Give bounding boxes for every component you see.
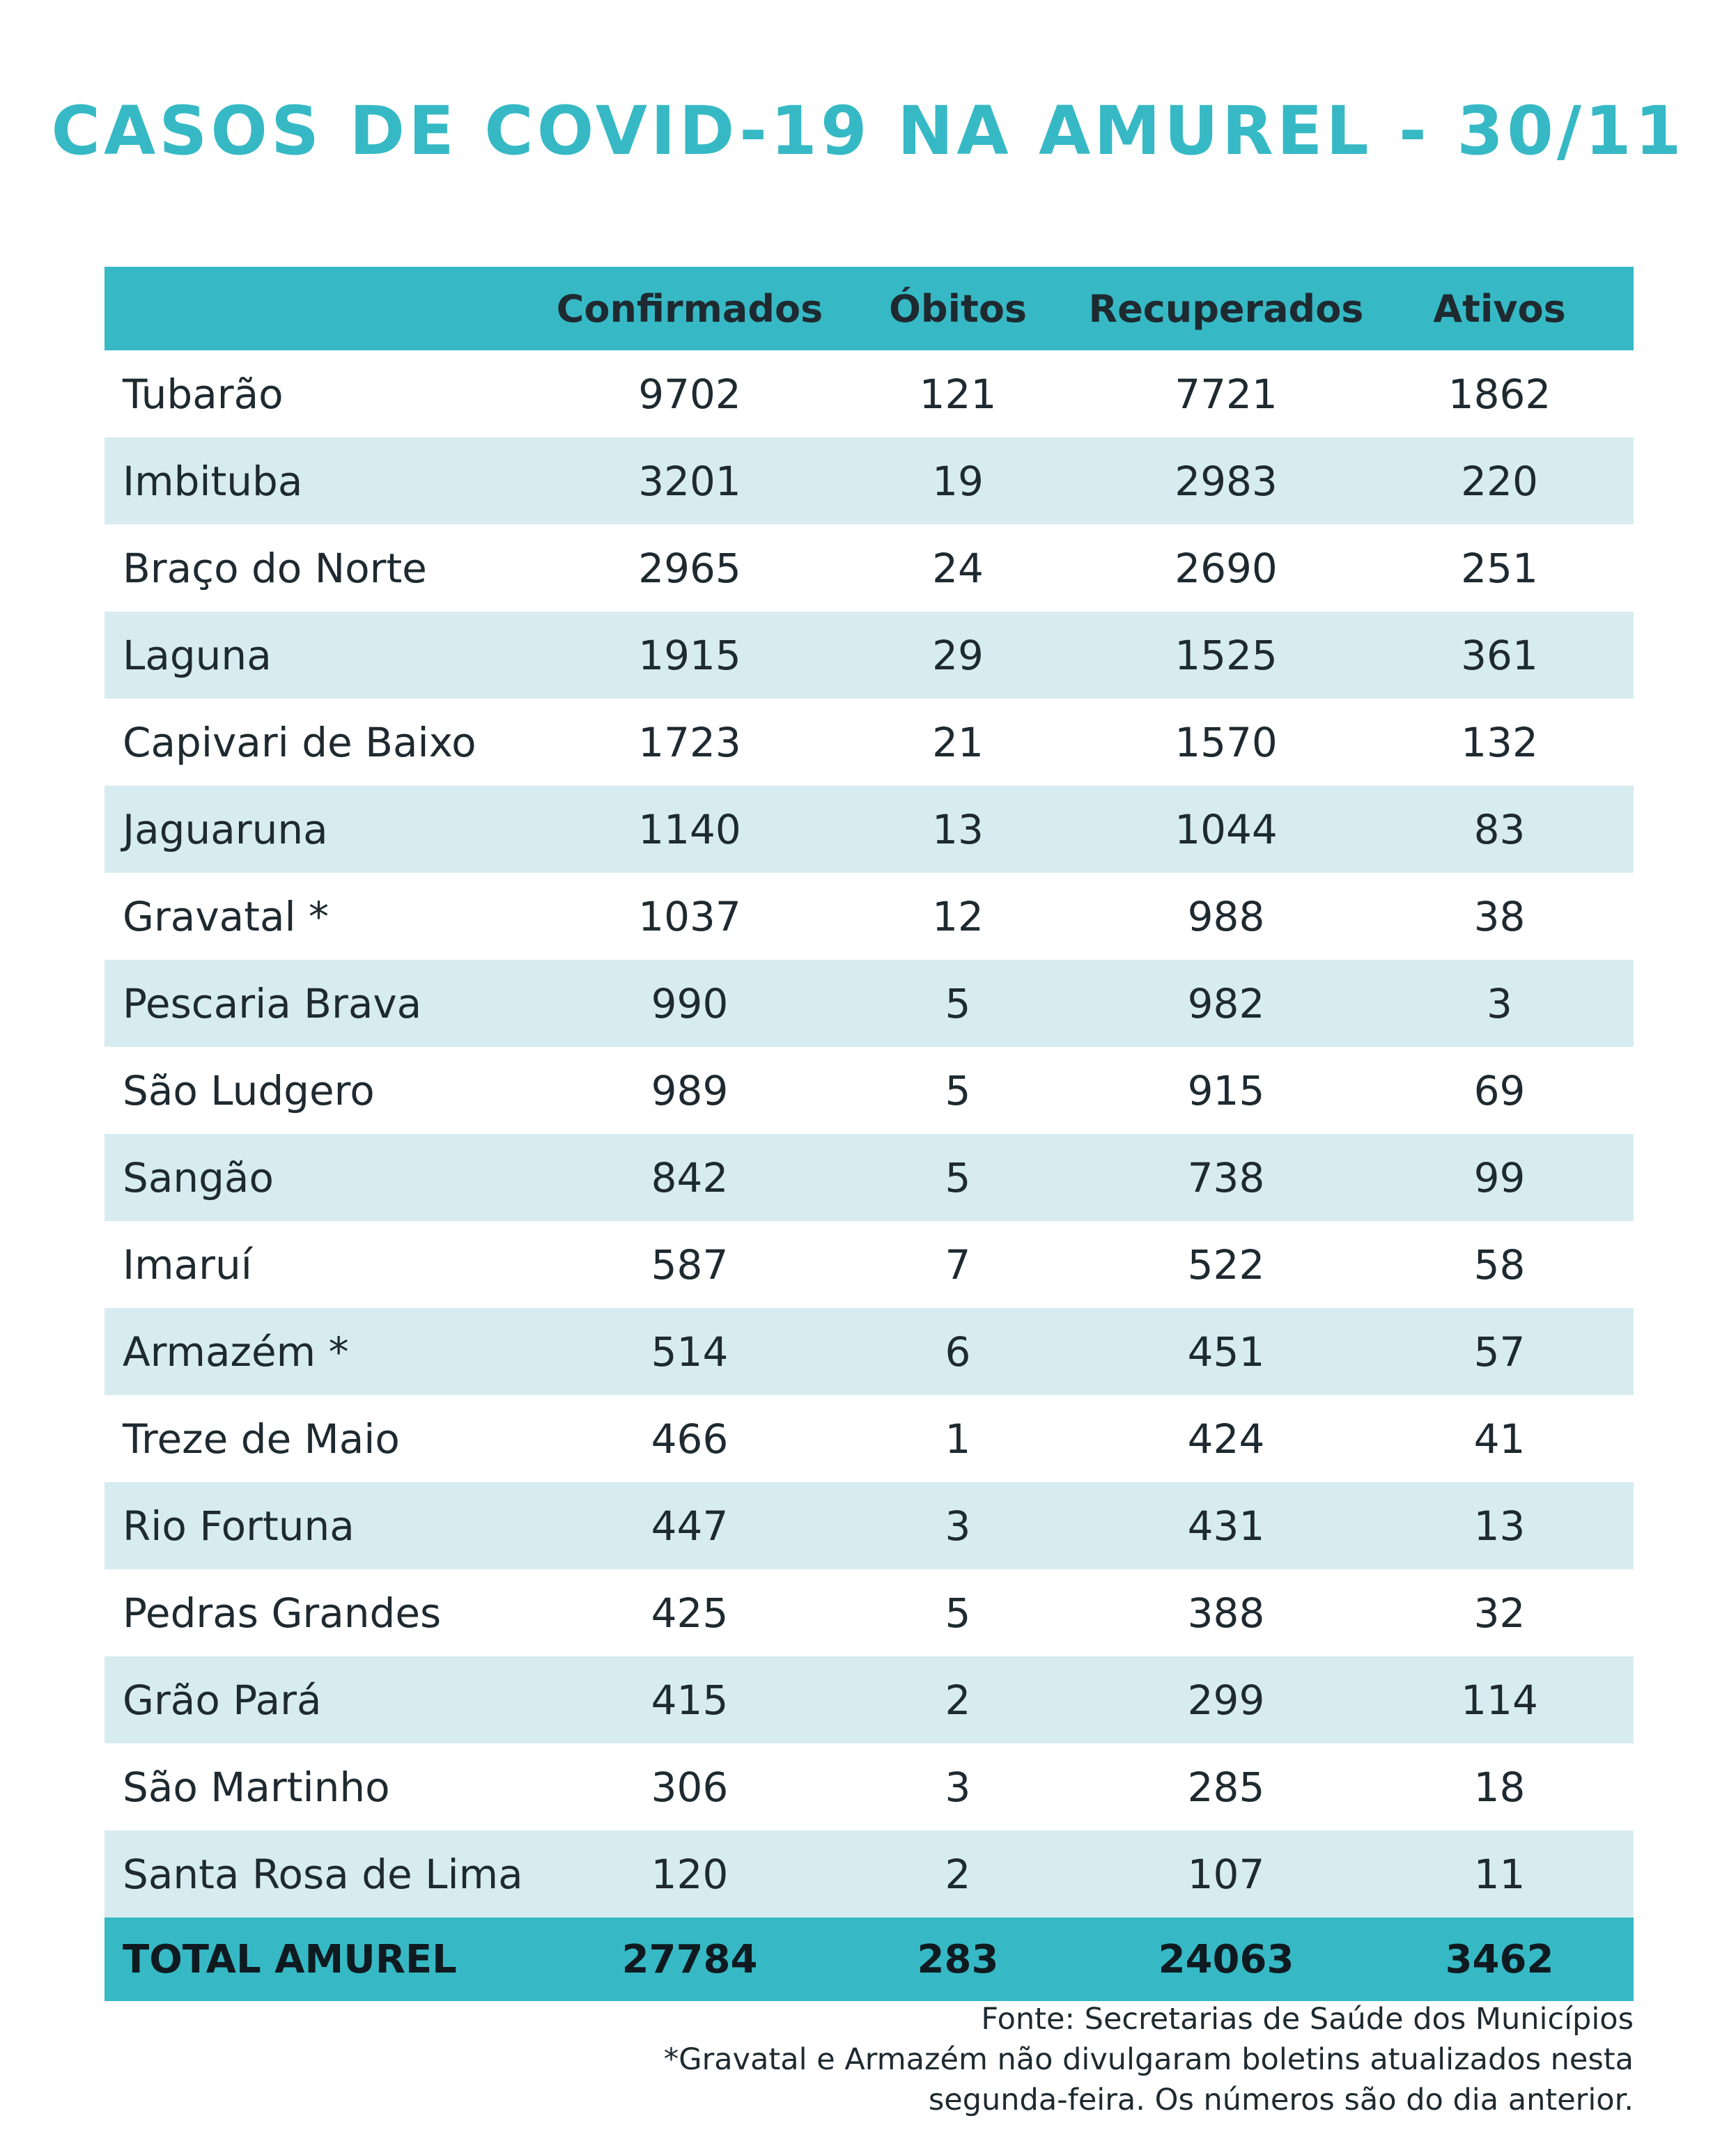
table-row	[104, 1221, 1634, 1308]
cell-recuperados: 299	[1187, 1676, 1265, 1724]
table-row	[104, 873, 1634, 960]
table-row	[104, 612, 1634, 699]
table-row	[104, 524, 1634, 612]
cell-ativos: 251	[1461, 544, 1538, 592]
cell-recuperados: 1570	[1175, 718, 1278, 766]
cell-ativos: 18	[1473, 1763, 1526, 1811]
header-confirmados: Confirmados	[556, 286, 823, 331]
cell-ativos: 220	[1461, 457, 1538, 505]
cell-municipio: Grão Pará	[123, 1676, 322, 1724]
total-confirmados: 27784	[621, 1936, 758, 1982]
table-row	[104, 1308, 1634, 1395]
cell-confirmados: 1037	[638, 892, 741, 940]
cell-obitos: 13	[932, 805, 984, 853]
cell-recuperados: 1525	[1175, 631, 1278, 679]
total-row	[104, 1918, 1634, 2001]
table-row	[104, 960, 1634, 1047]
cell-obitos: 24	[932, 544, 984, 592]
table-row	[104, 1395, 1634, 1482]
total-obitos: 283	[917, 1936, 999, 1982]
cell-ativos: 361	[1461, 631, 1538, 679]
table-row	[104, 437, 1634, 524]
table-row	[104, 1830, 1634, 1918]
cell-confirmados: 3201	[638, 457, 741, 505]
cell-obitos: 5	[945, 1066, 971, 1114]
total-recuperados: 24063	[1158, 1936, 1294, 1982]
cell-ativos: 83	[1473, 805, 1526, 853]
cell-ativos: 114	[1461, 1676, 1538, 1724]
header-ativos: Ativos	[1433, 286, 1566, 331]
cell-ativos: 99	[1473, 1153, 1526, 1201]
cell-confirmados: 1915	[638, 631, 741, 679]
header-municipio	[104, 267, 550, 350]
cell-confirmados: 842	[651, 1153, 729, 1201]
cell-obitos: 1	[945, 1415, 971, 1463]
cell-ativos: 69	[1473, 1066, 1526, 1114]
cell-obitos: 6	[945, 1328, 971, 1376]
cell-obitos: 5	[945, 1153, 971, 1201]
page-title: CASOS DE COVID-19 NA AMUREL - 30/11	[51, 92, 1685, 170]
cell-obitos: 29	[932, 631, 984, 679]
table-row	[104, 1569, 1634, 1656]
cell-obitos: 121	[919, 370, 997, 418]
cell-confirmados: 466	[651, 1415, 729, 1463]
covid-cases-table	[104, 267, 1634, 2001]
cell-recuperados: 285	[1187, 1763, 1265, 1811]
cell-municipio: Sangão	[123, 1153, 274, 1201]
cell-obitos: 5	[945, 1589, 971, 1637]
cell-obitos: 3	[945, 1763, 971, 1811]
cell-municipio: Imbituba	[123, 457, 303, 505]
cell-ativos: 3	[1487, 979, 1512, 1027]
table-row	[104, 350, 1634, 437]
cell-ativos: 132	[1461, 718, 1538, 766]
cell-confirmados: 587	[651, 1240, 729, 1289]
total-label: TOTAL AMUREL	[123, 1936, 457, 1982]
cell-ativos: 58	[1473, 1240, 1526, 1289]
cell-recuperados: 522	[1187, 1240, 1265, 1289]
cell-municipio: Tubarão	[123, 370, 284, 418]
cell-municipio: Pedras Grandes	[123, 1589, 442, 1637]
cell-ativos: 38	[1473, 892, 1526, 940]
cell-recuperados: 2983	[1175, 457, 1278, 505]
cell-municipio: São Martinho	[123, 1763, 390, 1811]
cell-confirmados: 306	[651, 1763, 729, 1811]
cell-municipio: Laguna	[123, 631, 272, 679]
cell-confirmados: 1140	[638, 805, 741, 853]
header-recuperados: Recuperados	[1088, 286, 1364, 331]
cell-recuperados: 7721	[1175, 370, 1278, 418]
table-row	[104, 786, 1634, 873]
cell-municipio: Armazém *	[123, 1328, 349, 1376]
cell-obitos: 19	[932, 457, 984, 505]
table-header	[104, 267, 1634, 350]
cell-obitos: 2	[945, 1850, 971, 1898]
table-row	[104, 1656, 1634, 1743]
cell-confirmados: 990	[651, 979, 729, 1027]
footnotes	[589, 1999, 1634, 2120]
table-row	[104, 1482, 1634, 1569]
cell-municipio: Rio Fortuna	[123, 1502, 355, 1550]
cell-recuperados: 2690	[1175, 544, 1278, 592]
cell-confirmados: 415	[651, 1676, 729, 1724]
cell-recuperados: 388	[1187, 1589, 1265, 1637]
cell-confirmados: 2965	[638, 544, 741, 592]
cell-confirmados: 989	[651, 1066, 729, 1114]
cell-municipio: Braço do Norte	[123, 544, 427, 592]
cell-obitos: 21	[932, 718, 984, 766]
cell-municipio: Treze de Maio	[123, 1415, 400, 1463]
cell-obitos: 5	[945, 979, 971, 1027]
cell-municipio: São Ludgero	[123, 1066, 375, 1114]
table-body	[104, 350, 1634, 1918]
cell-ativos: 41	[1473, 1415, 1526, 1463]
table-row	[104, 1134, 1634, 1221]
cell-municipio: Imaruí	[123, 1240, 252, 1289]
header-row	[104, 267, 1634, 350]
table-row	[104, 1047, 1634, 1134]
cell-recuperados: 988	[1187, 892, 1265, 940]
cell-confirmados: 9702	[638, 370, 741, 418]
cell-ativos: 1862	[1448, 370, 1551, 418]
cell-recuperados: 424	[1187, 1415, 1265, 1463]
cell-ativos: 11	[1473, 1850, 1526, 1898]
cell-confirmados: 514	[651, 1328, 729, 1376]
cell-ativos: 13	[1473, 1502, 1526, 1550]
cell-recuperados: 915	[1187, 1066, 1265, 1114]
cell-confirmados: 447	[651, 1502, 729, 1550]
cell-obitos: 3	[945, 1502, 971, 1550]
cell-ativos: 32	[1473, 1589, 1526, 1637]
cell-obitos: 7	[945, 1240, 971, 1289]
cell-municipio: Jaguaruna	[123, 805, 328, 853]
cell-municipio: Santa Rosa de Lima	[123, 1850, 523, 1898]
table-row	[104, 1743, 1634, 1830]
cell-ativos: 57	[1473, 1328, 1526, 1376]
cell-recuperados: 451	[1187, 1328, 1265, 1376]
cell-recuperados: 1044	[1175, 805, 1278, 853]
cell-recuperados: 738	[1187, 1153, 1265, 1201]
cell-municipio: Capivari de Baixo	[123, 718, 476, 766]
footnote-line-1: *Gravatal e Armazém não divulgaram boletins atualizados nesta	[663, 2042, 1634, 2077]
total-ativos: 3462	[1445, 1936, 1554, 1982]
cell-confirmados: 1723	[638, 718, 741, 766]
cell-municipio: Pescaria Brava	[123, 979, 422, 1027]
cell-municipio: Gravatal *	[123, 892, 330, 940]
cell-recuperados: 107	[1187, 1850, 1265, 1898]
source-note: Fonte: Secretarias de Saúde dos Municípios	[981, 2002, 1634, 2037]
cell-obitos: 2	[945, 1676, 971, 1724]
cell-confirmados: 425	[651, 1589, 729, 1637]
header-obitos: Óbitos	[888, 286, 1028, 331]
cell-recuperados: 982	[1187, 979, 1265, 1027]
table-row	[104, 699, 1634, 786]
cell-confirmados: 120	[651, 1850, 729, 1898]
footnote-line-2: segunda-feira. Os números são do dia anterior.	[928, 2083, 1634, 2117]
table-footer	[104, 1918, 1634, 2001]
cell-obitos: 12	[932, 892, 984, 940]
cell-recuperados: 431	[1187, 1502, 1265, 1550]
